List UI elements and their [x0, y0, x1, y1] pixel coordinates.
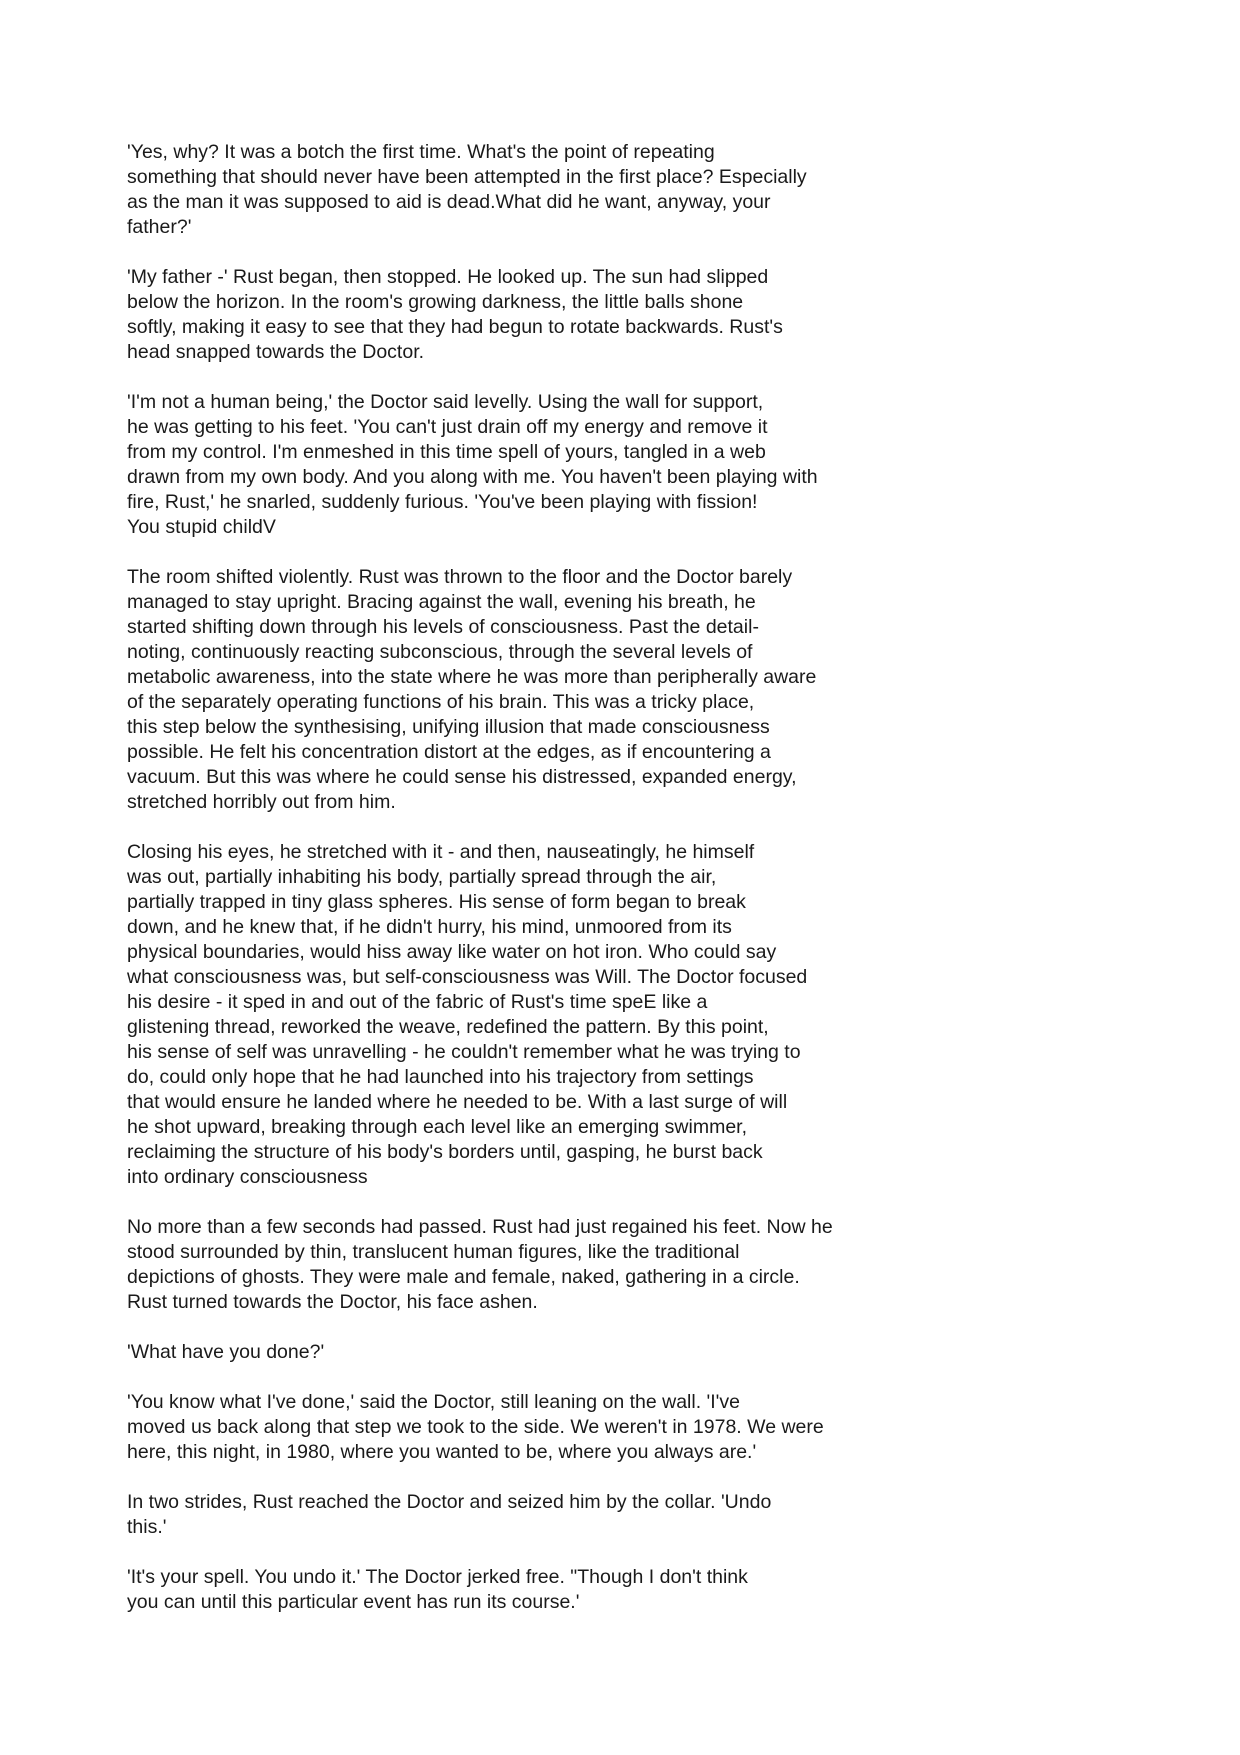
text-line: into ordinary consciousness [127, 1166, 368, 1188]
text-line: Rust turned towards the Doctor, his face ashen. [127, 1291, 538, 1313]
text-line: possible. He felt his concentration distort at the edges, as if encountering a [127, 741, 771, 763]
text-line: you can until this particular event has run its course.' [127, 1591, 580, 1613]
text-line: father?' [127, 216, 192, 238]
paragraph [127, 265, 1127, 365]
paragraph [127, 390, 1127, 540]
paragraph [127, 565, 1127, 815]
paragraph [127, 1390, 1127, 1465]
text-line: reclaiming the structure of his body's borders until, gasping, he burst back [127, 1141, 763, 1163]
text-line: from my control. I'm enmeshed in this time spell of yours, tangled in a web [127, 441, 766, 463]
text-line: stretched horribly out from him. [127, 791, 396, 813]
text-line: stood surrounded by thin, translucent human figures, like the traditional [127, 1241, 740, 1263]
text-line: here, this night, in 1980, where you wanted to be, where you always are.' [127, 1441, 757, 1463]
paragraph [127, 140, 1127, 240]
text-line: In two strides, Rust reached the Doctor and seized him by the collar. 'Undo [127, 1491, 772, 1513]
text-line: softly, making it easy to see that they had begun to rotate backwards. Rust's [127, 316, 783, 338]
text-line: 'You know what I've done,' said the Doctor, still leaning on the wall. 'I've [127, 1391, 741, 1413]
text-line: depictions of ghosts. They were male and female, naked, gathering in a circle. [127, 1266, 800, 1288]
text-line: physical boundaries, would hiss away like water on hot iron. Who could say [127, 941, 777, 963]
text-line: something that should never have been attempted in the first place? Especially [127, 166, 807, 188]
text-line: he shot upward, breaking through each level like an emerging swimmer, [127, 1116, 748, 1138]
text-line: metabolic awareness, into the state where he was more than peripherally aware [127, 666, 817, 688]
text-line: partially trapped in tiny glass spheres. His sense of form began to break [127, 891, 746, 913]
text-line: 'What have you done?' [127, 1341, 325, 1363]
text-line: 'Yes, why? It was a botch the first time. What's the point of repeating [127, 141, 715, 163]
paragraph [127, 1565, 1127, 1615]
text-line: was out, partially inhabiting his body, partially spread through the air, [127, 866, 717, 888]
text-line: fire, Rust,' he snarled, suddenly furious. 'You've been playing with fission! [127, 491, 758, 513]
text-line: vacuum. But this was where he could sense his distressed, expanded energy, [127, 766, 797, 788]
text-line: The room shifted violently. Rust was thrown to the floor and the Doctor barely [127, 566, 793, 588]
text-line: his sense of self was unravelling - he couldn't remember what he was trying to [127, 1041, 801, 1063]
text-line: as the man it was supposed to aid is dead.What did he want, anyway, your [127, 191, 771, 213]
text-line: his desire - it sped in and out of the fabric of Rust's time speE like a [127, 991, 708, 1013]
text-line: No more than a few seconds had passed. Rust had just regained his feet. Now he [127, 1216, 833, 1238]
text-line: glistening thread, reworked the weave, redefined the pattern. By this point, [127, 1016, 769, 1038]
text-line: noting, continuously reacting subconscious, through the several levels of [127, 641, 753, 663]
text-line: this.' [127, 1516, 167, 1538]
text-line: moved us back along that step we took to the side. We weren't in 1978. We were [127, 1416, 824, 1438]
text-line: Closing his eyes, he stretched with it - and then, nauseatingly, he himself [127, 841, 755, 863]
text-line: managed to stay upright. Bracing against the wall, evening his breath, he [127, 591, 756, 613]
body-text [127, 140, 1127, 1640]
text-line: this step below the synthesising, unifying illusion that made consciousness [127, 716, 770, 738]
paragraph [127, 1340, 1127, 1365]
text-line: 'My father -' Rust began, then stopped. He looked up. The sun had slipped [127, 266, 769, 288]
text-line: that would ensure he landed where he needed to be. With a last surge of will [127, 1091, 788, 1113]
text-line: of the separately operating functions of his brain. This was a tricky place, [127, 691, 755, 713]
text-line: drawn from my own body. And you along with me. You haven't been playing with [127, 466, 818, 488]
text-line: below the horizon. In the room's growing darkness, the little balls shone [127, 291, 744, 313]
text-line: started shifting down through his levels of consciousness. Past the detail- [127, 616, 759, 638]
text-line: 'I'm not a human being,' the Doctor said levelly. Using the wall for support, [127, 391, 764, 413]
text-line: head snapped towards the Doctor. [127, 341, 425, 363]
paragraph [127, 1490, 1127, 1540]
paragraph [127, 840, 1127, 1190]
text-line: down, and he knew that, if he didn't hurry, his mind, unmoored from its [127, 916, 732, 938]
text-line: You stupid childV [127, 516, 276, 538]
paragraph [127, 1215, 1127, 1315]
text-line: do, could only hope that he had launched into his trajectory from settings [127, 1066, 754, 1088]
text-line: what consciousness was, but self-consciousness was Will. The Doctor focused [127, 966, 808, 988]
text-line: he was getting to his feet. 'You can't just drain off my energy and remove it [127, 416, 768, 438]
text-line: 'It's your spell. You undo it.' The Doctor jerked free. "Though I don't think [127, 1566, 748, 1588]
